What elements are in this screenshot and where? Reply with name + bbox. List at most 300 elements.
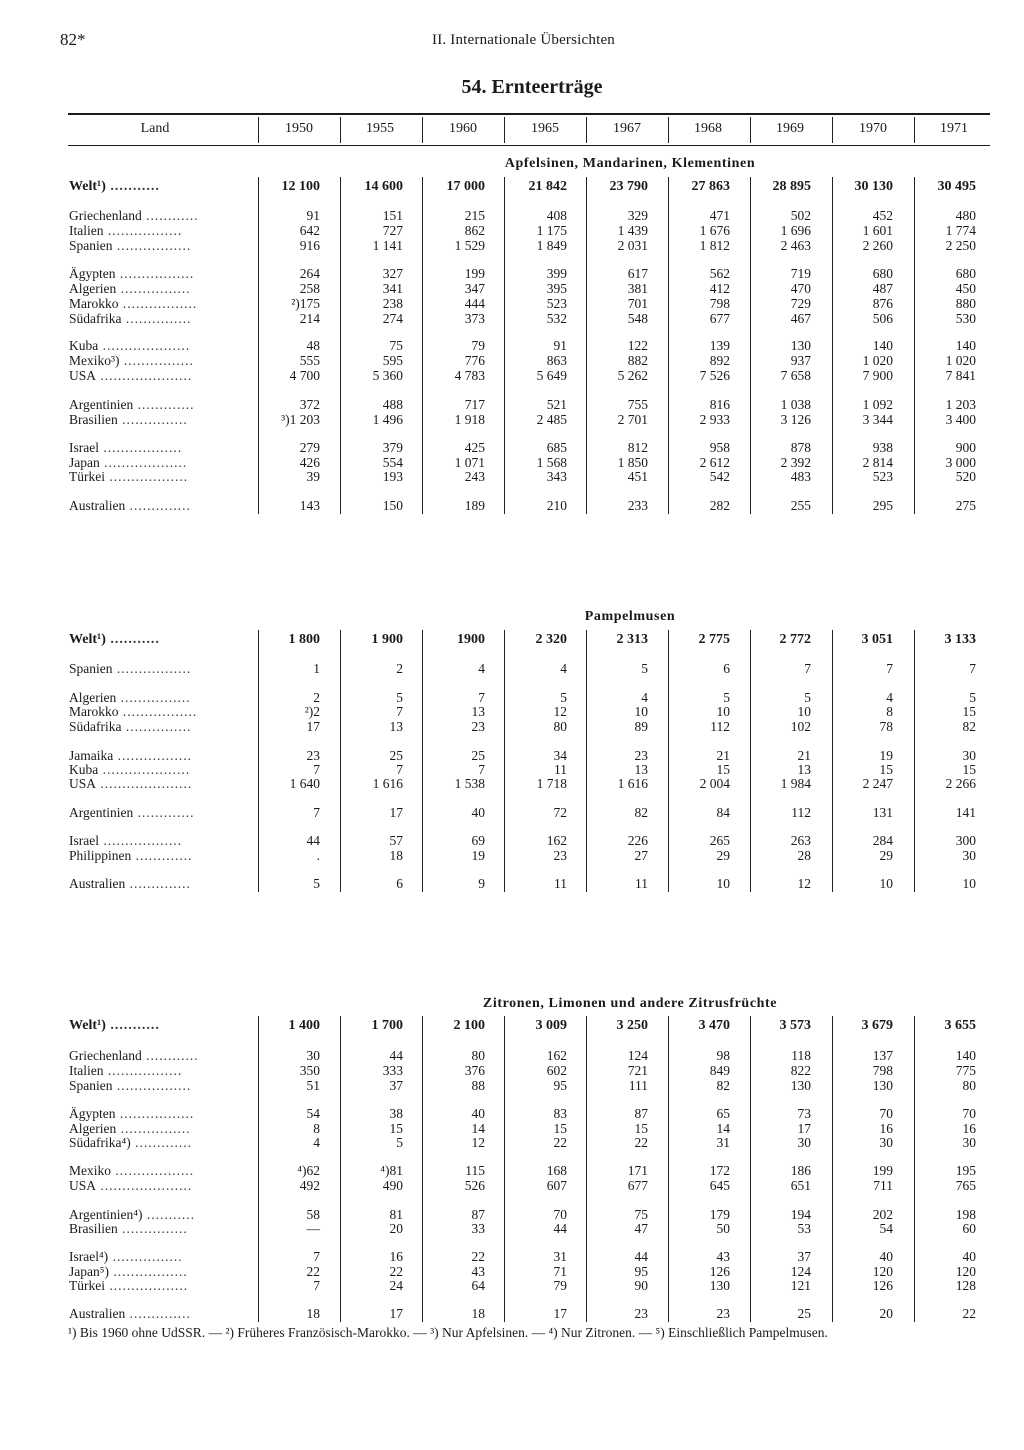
country-label bbox=[69, 1079, 191, 1093]
section-title: Pampelmusen bbox=[584, 609, 676, 624]
table-cell: 1900 bbox=[457, 632, 485, 647]
leader-dots: ................ bbox=[116, 1121, 191, 1136]
table-cell: 284 bbox=[872, 833, 893, 848]
table-cell: 80 bbox=[553, 719, 567, 734]
column-divider bbox=[750, 117, 751, 143]
table-cell: 48 bbox=[306, 338, 320, 353]
leader-dots: .................. bbox=[111, 1163, 195, 1178]
table-cell: 373 bbox=[464, 311, 485, 326]
table-cell: 120 bbox=[872, 1264, 893, 1279]
table-cell: 295 bbox=[872, 498, 893, 513]
table-cell: 274 bbox=[382, 311, 403, 326]
table-cell: 900 bbox=[955, 440, 976, 455]
table-cell: 327 bbox=[382, 266, 403, 281]
table-cell: 5 bbox=[560, 690, 567, 705]
table-cell: 4 bbox=[478, 661, 485, 676]
table-cell: 30 bbox=[962, 1135, 976, 1150]
table-cell: 916 bbox=[299, 238, 320, 253]
country-label bbox=[69, 849, 193, 863]
table-cell: 15 bbox=[634, 1121, 648, 1136]
table-cell: 680 bbox=[955, 266, 976, 281]
table-cell: 162 bbox=[546, 833, 567, 848]
country-label bbox=[69, 1265, 188, 1279]
table-cell: 7 bbox=[313, 1249, 320, 1264]
table-cell: 595 bbox=[382, 353, 403, 368]
table-cell: 3 344 bbox=[862, 412, 893, 427]
table-cell: 2 463 bbox=[780, 238, 811, 253]
table-cell: 6 bbox=[723, 661, 730, 676]
table-cell: 121 bbox=[790, 1278, 811, 1293]
table-cell: 1 616 bbox=[617, 776, 648, 791]
table-cell: 50 bbox=[716, 1221, 730, 1236]
table-cell: 1 400 bbox=[288, 1018, 320, 1033]
leader-dots: ................ bbox=[116, 281, 191, 296]
table-cell: 28 bbox=[797, 848, 811, 863]
country-name: Griechenland bbox=[69, 1048, 142, 1063]
table-cell: 1 203 bbox=[945, 397, 976, 412]
footnote: ¹) Bis 1960 ohne UdSSR. — ²) Früheres Französisch-Marokko. — ³) Nur Apfelsinen. — ⁴) Nur Zitronen. — ⁵) Einschließlich Pampelmusen. bbox=[68, 1325, 828, 1340]
table-cell: 33 bbox=[471, 1221, 485, 1236]
table-cell: 329 bbox=[627, 208, 648, 223]
table-cell: 64 bbox=[471, 1278, 485, 1293]
table-cell: 1 020 bbox=[862, 353, 893, 368]
country-name: Spanien bbox=[69, 661, 113, 676]
table-cell: 40 bbox=[879, 1249, 893, 1264]
column-header: 1969 bbox=[776, 121, 804, 136]
country-label bbox=[69, 1064, 182, 1078]
table-cell: 69 bbox=[471, 833, 485, 848]
table-cell: 23 790 bbox=[609, 179, 648, 194]
table-cell: 480 bbox=[955, 208, 976, 223]
table-cell: 57 bbox=[389, 833, 403, 848]
leader-dots: ................... bbox=[99, 455, 188, 470]
leader-dots: .................. bbox=[105, 469, 189, 484]
table-cell: 7 bbox=[313, 805, 320, 820]
country-label bbox=[69, 369, 192, 383]
table-cell: 282 bbox=[709, 498, 730, 513]
table-cell: 30 bbox=[962, 748, 976, 763]
table-cell: 78 bbox=[879, 719, 893, 734]
table-cell: 22 bbox=[471, 1249, 485, 1264]
leader-dots: ................ bbox=[108, 1249, 183, 1264]
country-label bbox=[69, 1279, 188, 1293]
country-label bbox=[69, 1049, 199, 1063]
table-cell: 202 bbox=[872, 1207, 893, 1222]
table-cell: 530 bbox=[955, 311, 976, 326]
table-cell: 9 bbox=[478, 876, 485, 891]
table-cell: 233 bbox=[627, 498, 648, 513]
leader-dots: ................. bbox=[108, 1264, 188, 1279]
table-cell: 651 bbox=[790, 1178, 811, 1193]
table-cell: 16 bbox=[879, 1121, 893, 1136]
leader-dots: .................. bbox=[98, 440, 183, 455]
table-cell: 179 bbox=[709, 1207, 730, 1222]
table-cell: 2 933 bbox=[699, 412, 730, 427]
leader-dots: .............. bbox=[125, 498, 191, 513]
country-name: Welt¹) bbox=[69, 632, 106, 647]
table-cell: 75 bbox=[389, 338, 403, 353]
table-cell: 23 bbox=[634, 1306, 648, 1321]
country-name: Israel⁴) bbox=[69, 1249, 109, 1264]
table-cell: 30 bbox=[879, 1135, 893, 1150]
top-rule bbox=[68, 113, 990, 115]
table-cell: 22 bbox=[306, 1264, 320, 1279]
table-cell: 7 526 bbox=[699, 368, 730, 383]
table-cell: 19 bbox=[471, 848, 485, 863]
table-cell: 7 900 bbox=[862, 368, 893, 383]
table-cell: 2 100 bbox=[453, 1018, 485, 1033]
table-cell: 1 676 bbox=[699, 223, 730, 238]
leader-dots: ............. bbox=[133, 805, 195, 820]
table-cell: 2 260 bbox=[862, 238, 893, 253]
table-cell: 6 bbox=[396, 876, 403, 891]
leader-dots: .............. bbox=[125, 876, 191, 891]
table-cell: . bbox=[316, 848, 320, 863]
table-cell: 10 bbox=[716, 876, 730, 891]
table-cell: 115 bbox=[465, 1163, 485, 1178]
table-cell: 645 bbox=[709, 1178, 730, 1193]
table-cell: 2 701 bbox=[617, 412, 648, 427]
country-name: Brasilien bbox=[69, 1221, 118, 1236]
table-cell: 22 bbox=[634, 1135, 648, 1150]
table-cell: 1 496 bbox=[372, 412, 403, 427]
table-cell: 27 863 bbox=[691, 179, 730, 194]
table-cell: 878 bbox=[790, 440, 811, 455]
column-header: 1950 bbox=[285, 121, 313, 136]
table-cell: 37 bbox=[797, 1249, 811, 1264]
table-cell: 863 bbox=[546, 353, 567, 368]
table-cell: 16 bbox=[389, 1249, 403, 1264]
table-cell: 162 bbox=[546, 1048, 567, 1063]
table-cell: 4 bbox=[886, 690, 893, 705]
country-name: Spanien bbox=[69, 1078, 113, 1093]
country-label bbox=[69, 239, 191, 253]
table-cell: 502 bbox=[790, 208, 811, 223]
table-cell: 2 bbox=[313, 690, 320, 705]
table-cell: 3 009 bbox=[535, 1018, 567, 1033]
table-cell: 399 bbox=[546, 266, 567, 281]
country-label bbox=[69, 282, 191, 296]
column-header: 1971 bbox=[940, 121, 968, 136]
country-label bbox=[69, 398, 195, 412]
table-cell: 1 718 bbox=[536, 776, 567, 791]
leader-dots: ................. bbox=[115, 1106, 195, 1121]
leader-dots: ............. bbox=[133, 397, 195, 412]
table-cell: 685 bbox=[546, 440, 567, 455]
table-cell: 19 bbox=[879, 748, 893, 763]
country-name: Argentinien⁴) bbox=[69, 1207, 143, 1222]
table-cell: 701 bbox=[627, 296, 648, 311]
table-cell: 341 bbox=[382, 281, 403, 296]
table-cell: 347 bbox=[464, 281, 485, 296]
table-cell: 607 bbox=[546, 1178, 567, 1193]
table-cell: 12 bbox=[553, 704, 567, 719]
table-cell: 376 bbox=[464, 1063, 485, 1078]
table-cell: 617 bbox=[627, 266, 648, 281]
country-name: Südafrika bbox=[69, 311, 122, 326]
table-cell: 91 bbox=[553, 338, 567, 353]
country-label bbox=[69, 1107, 194, 1121]
table-cell: 711 bbox=[873, 1178, 893, 1193]
table-cell: 130 bbox=[790, 338, 811, 353]
table-cell: 70 bbox=[962, 1106, 976, 1121]
leader-dots: ................. bbox=[103, 1063, 183, 1078]
country-label bbox=[69, 312, 191, 326]
table-cell: 39 bbox=[306, 469, 320, 484]
table-cell: 755 bbox=[627, 397, 648, 412]
table-cell: 11 bbox=[554, 876, 567, 891]
table-cell: 30 495 bbox=[937, 179, 976, 194]
country-name: Mexiko³) bbox=[69, 353, 120, 368]
country-label bbox=[69, 834, 182, 848]
table-cell: 151 bbox=[382, 208, 403, 223]
column-header: 1967 bbox=[613, 121, 641, 136]
table-cell: 483 bbox=[790, 469, 811, 484]
country-label bbox=[69, 1019, 160, 1033]
country-label bbox=[69, 1179, 192, 1193]
column-divider bbox=[914, 117, 915, 143]
table-cell: 71 bbox=[553, 1264, 567, 1279]
column-header: Land bbox=[140, 121, 170, 136]
table-cell: ²)175 bbox=[291, 296, 320, 311]
table-cell: 124 bbox=[627, 1048, 648, 1063]
header-rule bbox=[68, 145, 990, 146]
country-name: Welt¹) bbox=[69, 179, 106, 194]
table-cell: 5 bbox=[723, 690, 730, 705]
table-cell: 492 bbox=[299, 1178, 320, 1193]
table-cell: 1 071 bbox=[454, 455, 485, 470]
table-cell: 487 bbox=[872, 281, 893, 296]
country-label bbox=[69, 763, 190, 777]
country-label bbox=[69, 1307, 191, 1321]
leader-dots: ................. bbox=[112, 661, 192, 676]
table-cell: 79 bbox=[471, 338, 485, 353]
table-cell: 7 bbox=[886, 661, 893, 676]
country-label bbox=[69, 1164, 194, 1178]
table-cell: 2 772 bbox=[779, 632, 811, 647]
table-cell: 1 900 bbox=[371, 632, 403, 647]
leader-dots: ............... bbox=[121, 719, 192, 734]
leader-dots: ............. bbox=[131, 848, 193, 863]
table-cell: 5 262 bbox=[617, 368, 648, 383]
country-name: Türkei bbox=[69, 1278, 105, 1293]
table-cell: 938 bbox=[872, 440, 893, 455]
table-cell: 16 bbox=[962, 1121, 976, 1136]
table-cell: 21 bbox=[797, 748, 811, 763]
table-cell: 12 bbox=[797, 876, 811, 891]
table-cell: 75 bbox=[634, 1207, 648, 1222]
column-header: 1960 bbox=[449, 121, 477, 136]
table-cell: 350 bbox=[299, 1063, 320, 1078]
table-cell: 22 bbox=[962, 1306, 976, 1321]
table-cell: 265 bbox=[709, 833, 730, 848]
table-cell: 126 bbox=[709, 1264, 730, 1279]
leader-dots: ................. bbox=[112, 238, 192, 253]
table-cell: 275 bbox=[955, 498, 976, 513]
country-name: Welt¹) bbox=[69, 1018, 106, 1033]
table-cell: 29 bbox=[716, 848, 730, 863]
table-cell: 5 bbox=[804, 690, 811, 705]
table-cell: 7 bbox=[478, 762, 485, 777]
table-cell: 70 bbox=[879, 1106, 893, 1121]
table-cell: 15 bbox=[716, 762, 730, 777]
table-cell: 210 bbox=[546, 498, 567, 513]
table-cell: 3 133 bbox=[944, 632, 976, 647]
table-cell: 80 bbox=[962, 1078, 976, 1093]
table-cell: 876 bbox=[872, 296, 893, 311]
table-cell: 27 bbox=[634, 848, 648, 863]
table-cell: 1 bbox=[313, 661, 320, 676]
country-label bbox=[69, 749, 192, 763]
table-cell: 1 601 bbox=[862, 223, 893, 238]
table-cell: 130 bbox=[872, 1078, 893, 1093]
table-cell: 526 bbox=[464, 1178, 485, 1193]
table-cell: 263 bbox=[790, 833, 811, 848]
table-cell: 862 bbox=[464, 223, 485, 238]
table-cell: 128 bbox=[955, 1278, 976, 1293]
table-title: 54. Ernteerträge bbox=[461, 76, 603, 98]
table-cell: 1 849 bbox=[536, 238, 567, 253]
table-cell: 5 bbox=[396, 690, 403, 705]
table-cell: 562 bbox=[709, 266, 730, 281]
table-cell: 17 bbox=[306, 719, 320, 734]
table-cell: 255 bbox=[790, 498, 811, 513]
section-title: Zitronen, Limonen und andere Zitrusfrüchte bbox=[482, 996, 778, 1011]
leader-dots: ............... bbox=[117, 1221, 188, 1236]
table-cell: 4 783 bbox=[454, 368, 485, 383]
table-cell: 98 bbox=[716, 1048, 730, 1063]
leader-dots: ................. bbox=[115, 266, 195, 281]
table-cell: 22 bbox=[389, 1264, 403, 1279]
table-cell: 1 696 bbox=[780, 223, 811, 238]
leader-dots: .................... bbox=[98, 762, 191, 777]
table-cell: 17 000 bbox=[446, 179, 485, 194]
table-cell: 882 bbox=[627, 353, 648, 368]
country-label bbox=[69, 720, 191, 734]
country-label bbox=[69, 691, 191, 705]
column-header: 1965 bbox=[531, 121, 559, 136]
table-cell: 7 bbox=[804, 661, 811, 676]
table-cell: 12 100 bbox=[281, 179, 320, 194]
table-cell: 5 649 bbox=[536, 368, 567, 383]
table-cell: 44 bbox=[306, 833, 320, 848]
table-cell: 30 bbox=[962, 848, 976, 863]
table-cell: 490 bbox=[382, 1178, 403, 1193]
table-cell: 2 485 bbox=[536, 412, 567, 427]
table-cell: 1 175 bbox=[536, 223, 567, 238]
table-cell: 2 266 bbox=[945, 776, 976, 791]
table-cell: 7 bbox=[396, 704, 403, 719]
country-name: Japan bbox=[69, 455, 100, 470]
table-cell: 14 600 bbox=[364, 179, 403, 194]
country-name: Australien bbox=[69, 1306, 126, 1321]
table-cell: 17 bbox=[389, 805, 403, 820]
table-cell: 3 679 bbox=[861, 1018, 893, 1033]
table-cell: 18 bbox=[389, 848, 403, 863]
table-cell: 2 313 bbox=[616, 632, 648, 647]
country-label bbox=[69, 499, 191, 513]
country-name: Marokko bbox=[69, 704, 119, 719]
table-cell: 721 bbox=[627, 1063, 648, 1078]
country-name: Kuba bbox=[69, 762, 99, 777]
table-cell: 21 842 bbox=[528, 179, 567, 194]
table-cell: 5 bbox=[641, 661, 648, 676]
table-cell: 20 bbox=[389, 1221, 403, 1236]
table-cell: 1 439 bbox=[617, 223, 648, 238]
table-cell: 87 bbox=[634, 1106, 648, 1121]
table-cell: 13 bbox=[634, 762, 648, 777]
table-cell: 554 bbox=[382, 455, 403, 470]
table-cell: 44 bbox=[553, 1221, 567, 1236]
country-label bbox=[69, 877, 191, 891]
table-cell: 412 bbox=[709, 281, 730, 296]
leader-dots: ........... bbox=[105, 632, 160, 647]
country-label bbox=[69, 1122, 191, 1136]
table-cell: 25 bbox=[389, 748, 403, 763]
table-cell: 467 bbox=[790, 311, 811, 326]
table-cell: 426 bbox=[299, 455, 320, 470]
table-cell: 143 bbox=[299, 498, 320, 513]
table-cell: 3 470 bbox=[698, 1018, 730, 1033]
table-cell: 40 bbox=[471, 1106, 485, 1121]
table-cell: 54 bbox=[879, 1221, 893, 1236]
table-cell: 343 bbox=[546, 469, 567, 484]
leader-dots: ................. bbox=[112, 1078, 192, 1093]
leader-dots: ............ bbox=[141, 1048, 199, 1063]
table-cell: — bbox=[306, 1221, 320, 1236]
country-label bbox=[69, 1222, 188, 1236]
table-cell: 193 bbox=[382, 469, 403, 484]
table-cell: 23 bbox=[306, 748, 320, 763]
table-cell: 14 bbox=[716, 1121, 730, 1136]
country-name: Brasilien bbox=[69, 412, 118, 427]
table-cell: 17 bbox=[389, 1306, 403, 1321]
table-cell: 23 bbox=[471, 719, 485, 734]
country-name: Argentinien bbox=[69, 805, 134, 820]
table-cell: 1 700 bbox=[371, 1018, 403, 1033]
table-cell: 73 bbox=[797, 1106, 811, 1121]
table-cell: 15 bbox=[389, 1121, 403, 1136]
leader-dots: .................. bbox=[98, 833, 183, 848]
country-name: Mexiko bbox=[69, 1163, 111, 1178]
column-header: 1970 bbox=[859, 121, 887, 136]
table-cell: 451 bbox=[627, 469, 648, 484]
country-name: Argentinien bbox=[69, 397, 134, 412]
table-cell: 892 bbox=[709, 353, 730, 368]
table-cell: 5 bbox=[969, 690, 976, 705]
table-cell: 18 bbox=[306, 1306, 320, 1321]
table-cell: 812 bbox=[627, 440, 648, 455]
table-cell: 17 bbox=[797, 1121, 811, 1136]
table-cell: 88 bbox=[471, 1078, 485, 1093]
table-cell: 548 bbox=[627, 311, 648, 326]
table-cell: 5 bbox=[313, 876, 320, 891]
table-cell: 89 bbox=[634, 719, 648, 734]
table-cell: 264 bbox=[299, 266, 320, 281]
table-cell: 8 bbox=[313, 1121, 320, 1136]
table-cell: 82 bbox=[634, 805, 648, 820]
page-number: 82* bbox=[60, 30, 86, 49]
table-cell: 28 895 bbox=[772, 179, 811, 194]
table-cell: 1 020 bbox=[945, 353, 976, 368]
table-cell: 2 392 bbox=[780, 455, 811, 470]
table-cell: 18 bbox=[471, 1306, 485, 1321]
table-cell: 23 bbox=[716, 1306, 730, 1321]
table-cell: 1 984 bbox=[780, 776, 811, 791]
table-cell: 2 bbox=[396, 661, 403, 676]
table-cell: 521 bbox=[546, 397, 567, 412]
leader-dots: ............... bbox=[117, 412, 188, 427]
